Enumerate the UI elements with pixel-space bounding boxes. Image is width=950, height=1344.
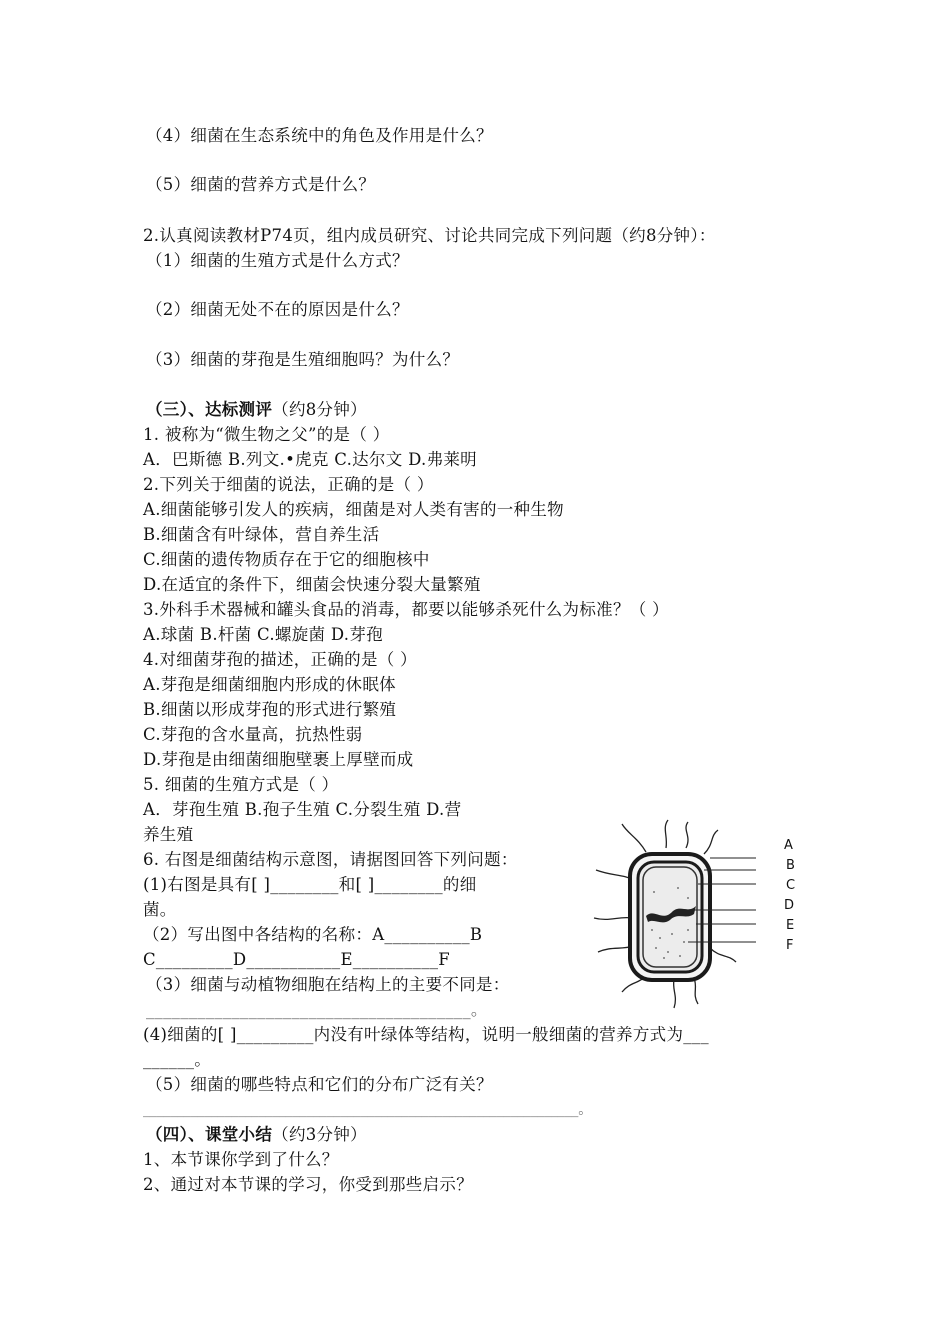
section-4-heading <box>146 1124 367 1146</box>
quiz-q6: 6. 右图是细菌结构示意图，请据图回答下列问题： <box>143 850 518 869</box>
summary-question-1: 1、本节课你学到了什么？ <box>143 1150 339 1169</box>
quiz-q4-option-a: A.芽孢是细菌细胞内形成的休眠体 <box>143 675 396 694</box>
quiz-q6-part3: （3）细菌与动植物细胞在结构上的主要不同是： <box>146 975 510 994</box>
quiz-q6-part5: （5）细菌的哪些特点和它们的分布广泛有关？ <box>146 1075 493 1094</box>
quiz-q3: 3.外科手术器械和罐头食品的消毒，都要以能够杀死什么为标准？（ ） <box>143 600 669 619</box>
quiz-q1: 1. 被称为“微生物之父”的是（ ） <box>143 425 390 444</box>
label-a: A <box>784 838 793 853</box>
quiz-q6-part1: (1)右图是具有[ ]________和[ ]________的细 <box>143 875 477 894</box>
label-e: E <box>786 918 795 933</box>
quiz-q6-part2: （2）写出图中各结构的名称：A__________B <box>143 925 483 944</box>
summary-question-2: 2、通过对本节课的学习，你受到那些启示？ <box>143 1175 473 1194</box>
question-reproduction-mode: （1）细菌的生殖方式是什么方式？ <box>146 251 409 270</box>
quiz-q2: 2.下列关于细菌的说法，正确的是（ ） <box>143 475 434 494</box>
quiz-q2-option-d: D.在适宜的条件下，细菌会快速分裂大量繁殖 <box>143 575 481 594</box>
quiz-q1-options: A．巴斯德 B.列文.•虎克 C.达尔文 D.弗莱明 <box>143 450 477 469</box>
quiz-q6-part4: (4)细菌的[ ]_________内没有叶绿体等结构，说明一般细菌的营养方式为___ <box>143 1025 709 1044</box>
quiz-q4-option-c: C.芽孢的含水量高，抗热性弱 <box>143 725 363 744</box>
quiz-q4-option-b: B.细菌以形成芽孢的形式进行繁殖 <box>143 700 397 719</box>
quiz-q6-part2-cont: C_________D___________E__________F <box>143 950 451 969</box>
quiz-q4: 4.对细菌芽孢的描述，正确的是（ ） <box>143 650 417 669</box>
label-c: C <box>786 878 796 893</box>
question-spore-reproductive: （3）细菌的芽孢是生殖细胞吗？为什么？ <box>146 350 460 369</box>
quiz-q6-part5-blank: ________________________________________________________________。 <box>143 1102 593 1118</box>
quiz-q5: 5. 细菌的生殖方式是（ ） <box>143 775 339 794</box>
quiz-q3-options: A.球菌 B.杆菌 C.螺旋菌 D.芽孢 <box>143 625 383 644</box>
quiz-q6-part1-cont: 菌。 <box>143 900 177 919</box>
section-3-title: （三）、达标测评 <box>146 400 273 419</box>
section-3-time: （约8分钟） <box>272 400 367 419</box>
question-ecosystem-role: （4）细菌在生态系统中的角色及作用是什么？ <box>146 126 493 145</box>
section-4-title: （四）、课堂小结 <box>146 1125 273 1144</box>
quiz-q2-option-b: B.细菌含有叶绿体，营自养生活 <box>143 525 380 544</box>
label-f: F <box>786 938 794 953</box>
label-b: B <box>786 858 795 873</box>
quiz-q4-option-d: D.芽孢是由细菌细胞壁裹上厚壁而成 <box>143 750 414 769</box>
quiz-q6-part3-blank: ______________________________________。 <box>146 1000 488 1019</box>
quiz-q2-option-a: A.细菌能够引发人的疾病，细菌是对人类有害的一种生物 <box>143 500 564 519</box>
bacterium-structure-diagram <box>588 818 808 1010</box>
quiz-q5-options: A．芽孢生殖 B.孢子生殖 C.分裂生殖 D.营 <box>143 800 462 819</box>
question-nutrition-mode: （5）细菌的营养方式是什么？ <box>146 175 376 194</box>
section-3-heading <box>146 399 367 421</box>
task-2-instruction: 2.认真阅读教材P74页，组内成员研究、讨论共同完成下列问题（约8分钟）： <box>143 226 716 245</box>
quiz-q2-option-c: C.细菌的遗传物质存在于它的细胞核中 <box>143 550 430 569</box>
quiz-q6-part4-cont: ______。 <box>143 1050 212 1069</box>
question-ubiquity-reason: （2）细菌无处不在的原因是什么？ <box>146 300 409 319</box>
quiz-q5-options-cont: 养生殖 <box>143 825 194 844</box>
label-d: D <box>784 898 795 913</box>
section-4-time: （约3分钟） <box>272 1125 367 1144</box>
